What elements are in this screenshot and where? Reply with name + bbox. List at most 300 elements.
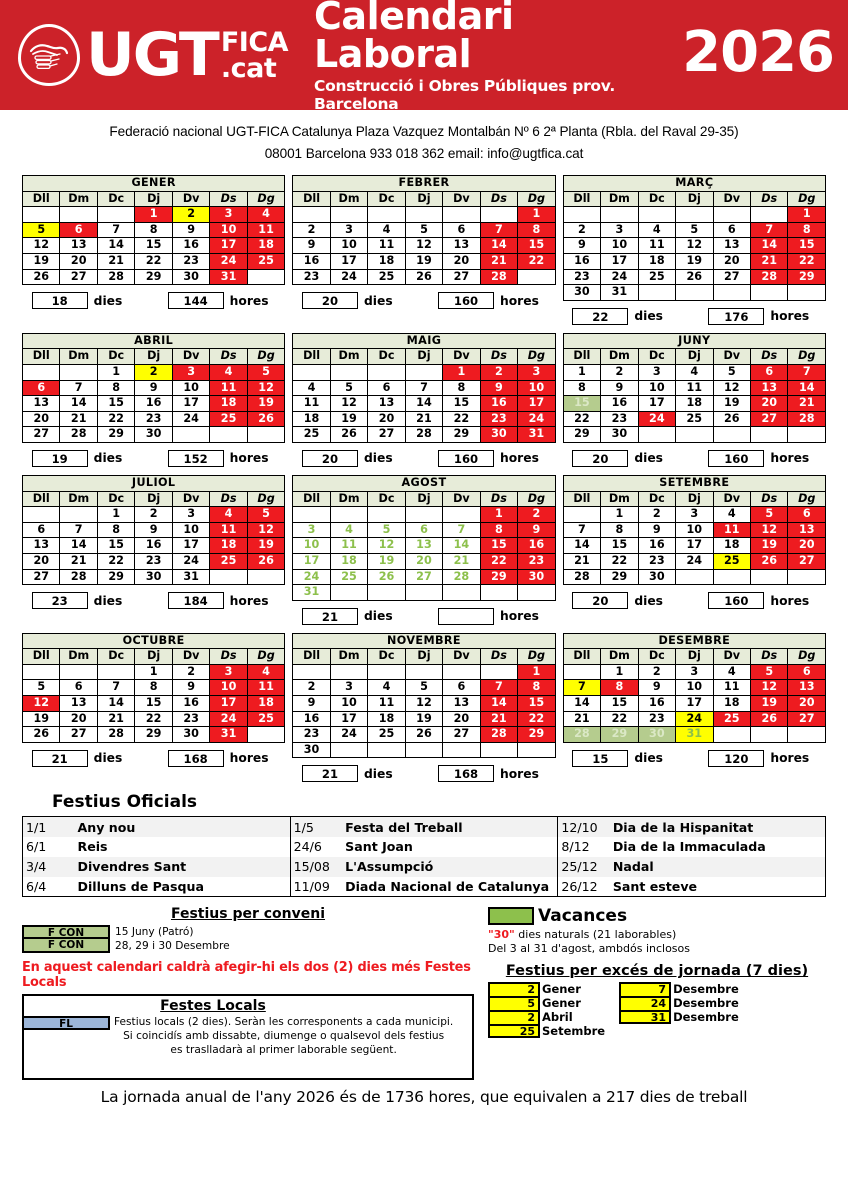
day-cell[interactable]: 3 xyxy=(330,680,367,696)
day-cell[interactable]: 23 xyxy=(638,553,675,569)
day-cell[interactable]: 7 xyxy=(405,380,442,396)
day-cell[interactable]: 18 xyxy=(713,538,750,554)
day-cell[interactable]: 12 xyxy=(751,680,788,696)
day-cell[interactable]: 7 xyxy=(97,222,134,238)
day-cell[interactable]: 23 xyxy=(293,727,330,743)
day-cell[interactable]: 7 xyxy=(443,522,480,538)
day-cell[interactable]: 7 xyxy=(60,522,97,538)
day-cell[interactable]: 1 xyxy=(135,664,172,680)
day-cell[interactable]: 12 xyxy=(405,696,442,712)
day-cell[interactable]: 7 xyxy=(480,222,517,238)
day-cell[interactable]: 29 xyxy=(443,427,480,443)
day-cell[interactable]: 8 xyxy=(518,680,556,696)
day-cell[interactable]: 27 xyxy=(405,569,442,585)
day-cell[interactable]: 6 xyxy=(713,222,750,238)
day-cell[interactable]: 27 xyxy=(443,727,480,743)
day-cell[interactable]: 15 xyxy=(480,538,517,554)
day-cell[interactable]: 21 xyxy=(443,553,480,569)
day-cell[interactable]: 13 xyxy=(713,238,750,254)
day-cell[interactable]: 27 xyxy=(23,427,60,443)
day-cell[interactable]: 10 xyxy=(601,238,638,254)
day-cell[interactable]: 10 xyxy=(293,538,330,554)
day-cell[interactable]: 28 xyxy=(563,727,600,743)
day-cell[interactable]: 18 xyxy=(330,553,367,569)
day-cell[interactable]: 20 xyxy=(60,711,97,727)
day-cell[interactable]: 17 xyxy=(518,396,556,412)
day-cell[interactable]: 13 xyxy=(443,696,480,712)
day-cell[interactable]: 8 xyxy=(97,522,134,538)
day-cell[interactable]: 2 xyxy=(172,207,209,223)
day-cell[interactable]: 14 xyxy=(60,396,97,412)
day-cell[interactable]: 19 xyxy=(23,711,60,727)
day-cell[interactable]: 24 xyxy=(210,254,247,270)
day-cell[interactable]: 17 xyxy=(330,711,367,727)
day-cell[interactable]: 27 xyxy=(713,269,750,285)
day-cell[interactable]: 3 xyxy=(172,507,209,523)
day-cell[interactable]: 25 xyxy=(676,411,713,427)
day-cell[interactable]: 4 xyxy=(247,207,285,223)
day-cell[interactable]: 25 xyxy=(713,711,750,727)
day-cell[interactable]: 1 xyxy=(480,507,517,523)
day-cell[interactable]: 15 xyxy=(97,538,134,554)
day-cell[interactable]: 29 xyxy=(601,727,638,743)
day-cell[interactable]: 24 xyxy=(676,553,713,569)
day-cell[interactable]: 25 xyxy=(247,711,285,727)
day-cell[interactable]: 1 xyxy=(601,507,638,523)
day-cell[interactable]: 18 xyxy=(210,396,247,412)
day-cell[interactable]: 10 xyxy=(330,238,367,254)
day-cell[interactable]: 11 xyxy=(713,522,750,538)
day-cell[interactable]: 16 xyxy=(518,538,556,554)
day-cell[interactable]: 31 xyxy=(210,269,247,285)
day-cell[interactable]: 2 xyxy=(518,507,556,523)
day-cell[interactable]: 23 xyxy=(518,553,556,569)
day-cell[interactable]: 16 xyxy=(293,254,330,270)
day-cell[interactable]: 9 xyxy=(563,238,600,254)
day-cell[interactable]: 1 xyxy=(518,207,556,223)
day-cell[interactable]: 27 xyxy=(788,553,826,569)
day-cell[interactable]: 30 xyxy=(638,727,675,743)
day-cell[interactable]: 3 xyxy=(638,364,675,380)
day-cell[interactable]: 24 xyxy=(172,553,209,569)
day-cell[interactable]: 12 xyxy=(330,396,367,412)
day-cell[interactable]: 2 xyxy=(601,364,638,380)
day-cell[interactable]: 1 xyxy=(563,364,600,380)
day-cell[interactable]: 22 xyxy=(480,553,517,569)
day-cell[interactable]: 2 xyxy=(135,507,172,523)
day-cell[interactable]: 22 xyxy=(97,553,134,569)
day-cell[interactable]: 26 xyxy=(751,553,788,569)
day-cell[interactable]: 23 xyxy=(480,411,517,427)
day-cell[interactable]: 18 xyxy=(638,254,675,270)
day-cell[interactable]: 22 xyxy=(135,254,172,270)
day-cell[interactable]: 11 xyxy=(368,696,405,712)
day-cell[interactable]: 29 xyxy=(563,427,600,443)
day-cell[interactable]: 4 xyxy=(676,364,713,380)
day-cell[interactable]: 2 xyxy=(480,364,517,380)
day-cell[interactable]: 17 xyxy=(601,254,638,270)
day-cell[interactable]: 28 xyxy=(97,269,134,285)
day-cell[interactable]: 8 xyxy=(601,522,638,538)
day-cell[interactable]: 21 xyxy=(97,254,134,270)
day-cell[interactable]: 10 xyxy=(638,380,675,396)
day-cell[interactable]: 1 xyxy=(97,507,134,523)
day-cell[interactable]: 20 xyxy=(713,254,750,270)
day-cell[interactable]: 29 xyxy=(135,269,172,285)
day-cell[interactable]: 19 xyxy=(713,396,750,412)
day-cell[interactable]: 20 xyxy=(788,538,826,554)
day-cell[interactable]: 8 xyxy=(135,680,172,696)
day-cell[interactable]: 6 xyxy=(23,522,60,538)
day-cell[interactable]: 26 xyxy=(676,269,713,285)
day-cell[interactable]: 23 xyxy=(563,269,600,285)
day-cell[interactable]: 19 xyxy=(405,711,442,727)
day-cell[interactable]: 11 xyxy=(713,680,750,696)
day-cell[interactable]: 13 xyxy=(23,396,60,412)
day-cell[interactable]: 25 xyxy=(713,553,750,569)
day-cell[interactable]: 21 xyxy=(480,711,517,727)
day-cell[interactable]: 22 xyxy=(135,711,172,727)
day-cell[interactable]: 25 xyxy=(293,427,330,443)
day-cell[interactable]: 3 xyxy=(676,507,713,523)
day-cell[interactable]: 13 xyxy=(788,522,826,538)
day-cell[interactable]: 5 xyxy=(330,380,367,396)
day-cell[interactable]: 25 xyxy=(210,553,247,569)
day-cell[interactable]: 14 xyxy=(60,538,97,554)
day-cell[interactable]: 1 xyxy=(788,207,826,223)
day-cell[interactable]: 3 xyxy=(172,364,209,380)
day-cell[interactable]: 30 xyxy=(601,427,638,443)
day-cell[interactable]: 6 xyxy=(443,222,480,238)
day-cell[interactable]: 23 xyxy=(638,711,675,727)
day-cell[interactable]: 30 xyxy=(518,569,556,585)
day-cell[interactable]: 10 xyxy=(172,522,209,538)
day-cell[interactable]: 12 xyxy=(713,380,750,396)
day-cell[interactable]: 10 xyxy=(210,680,247,696)
day-cell[interactable]: 31 xyxy=(172,569,209,585)
day-cell[interactable]: 26 xyxy=(23,727,60,743)
day-cell[interactable]: 14 xyxy=(405,396,442,412)
day-cell[interactable]: 5 xyxy=(247,364,285,380)
day-cell[interactable]: 21 xyxy=(60,411,97,427)
day-cell[interactable]: 28 xyxy=(60,569,97,585)
day-cell[interactable]: 22 xyxy=(601,711,638,727)
day-cell[interactable]: 29 xyxy=(518,727,556,743)
day-cell[interactable]: 19 xyxy=(330,411,367,427)
day-cell[interactable]: 11 xyxy=(247,222,285,238)
day-cell[interactable]: 6 xyxy=(751,364,788,380)
day-cell[interactable]: 8 xyxy=(518,222,556,238)
day-cell[interactable]: 31 xyxy=(676,727,713,743)
day-cell[interactable]: 26 xyxy=(247,411,285,427)
day-cell[interactable]: 7 xyxy=(788,364,826,380)
day-cell[interactable]: 10 xyxy=(676,522,713,538)
day-cell[interactable]: 23 xyxy=(172,711,209,727)
day-cell[interactable]: 5 xyxy=(751,507,788,523)
day-cell[interactable]: 8 xyxy=(480,522,517,538)
day-cell[interactable]: 30 xyxy=(480,427,517,443)
day-cell[interactable]: 21 xyxy=(751,254,788,270)
day-cell[interactable]: 24 xyxy=(330,727,367,743)
day-cell[interactable]: 29 xyxy=(97,569,134,585)
day-cell[interactable]: 4 xyxy=(330,522,367,538)
day-cell[interactable]: 3 xyxy=(293,522,330,538)
day-cell[interactable]: 5 xyxy=(23,680,60,696)
day-cell[interactable]: 29 xyxy=(135,727,172,743)
day-cell[interactable]: 30 xyxy=(172,727,209,743)
day-cell[interactable]: 18 xyxy=(210,538,247,554)
day-cell[interactable]: 21 xyxy=(788,396,826,412)
day-cell[interactable]: 19 xyxy=(676,254,713,270)
day-cell[interactable]: 21 xyxy=(480,254,517,270)
day-cell[interactable]: 5 xyxy=(405,222,442,238)
day-cell[interactable]: 22 xyxy=(518,254,556,270)
day-cell[interactable]: 20 xyxy=(405,553,442,569)
day-cell[interactable]: 31 xyxy=(518,427,556,443)
day-cell[interactable]: 18 xyxy=(368,711,405,727)
day-cell[interactable]: 30 xyxy=(172,269,209,285)
day-cell[interactable]: 30 xyxy=(638,569,675,585)
day-cell[interactable]: 5 xyxy=(368,522,405,538)
day-cell[interactable]: 7 xyxy=(563,522,600,538)
day-cell[interactable]: 27 xyxy=(60,727,97,743)
day-cell[interactable]: 11 xyxy=(368,238,405,254)
day-cell[interactable]: 8 xyxy=(135,222,172,238)
day-cell[interactable]: 10 xyxy=(330,696,367,712)
day-cell[interactable]: 22 xyxy=(97,411,134,427)
day-cell[interactable]: 14 xyxy=(563,696,600,712)
day-cell[interactable]: 20 xyxy=(751,396,788,412)
day-cell[interactable]: 6 xyxy=(60,680,97,696)
day-cell[interactable]: 22 xyxy=(518,711,556,727)
day-cell[interactable]: 7 xyxy=(563,680,600,696)
day-cell[interactable]: 7 xyxy=(480,680,517,696)
day-cell[interactable]: 16 xyxy=(638,696,675,712)
day-cell[interactable]: 8 xyxy=(97,380,134,396)
day-cell[interactable]: 3 xyxy=(676,664,713,680)
day-cell[interactable]: 31 xyxy=(210,727,247,743)
day-cell[interactable]: 21 xyxy=(405,411,442,427)
day-cell[interactable]: 26 xyxy=(23,269,60,285)
day-cell[interactable]: 25 xyxy=(210,411,247,427)
day-cell[interactable]: 1 xyxy=(518,664,556,680)
day-cell[interactable]: 9 xyxy=(172,680,209,696)
day-cell[interactable]: 18 xyxy=(247,238,285,254)
day-cell[interactable]: 9 xyxy=(480,380,517,396)
day-cell[interactable]: 20 xyxy=(788,696,826,712)
day-cell[interactable]: 14 xyxy=(443,538,480,554)
day-cell[interactable]: 26 xyxy=(247,553,285,569)
day-cell[interactable]: 18 xyxy=(368,254,405,270)
day-cell[interactable]: 3 xyxy=(330,222,367,238)
day-cell[interactable]: 27 xyxy=(60,269,97,285)
day-cell[interactable]: 15 xyxy=(601,538,638,554)
day-cell[interactable]: 6 xyxy=(788,507,826,523)
day-cell[interactable]: 5 xyxy=(247,507,285,523)
day-cell[interactable]: 11 xyxy=(210,522,247,538)
day-cell[interactable]: 24 xyxy=(518,411,556,427)
day-cell[interactable]: 11 xyxy=(330,538,367,554)
day-cell[interactable]: 21 xyxy=(563,711,600,727)
day-cell[interactable]: 29 xyxy=(601,569,638,585)
day-cell[interactable]: 28 xyxy=(480,269,517,285)
day-cell[interactable]: 15 xyxy=(135,238,172,254)
day-cell[interactable]: 26 xyxy=(713,411,750,427)
day-cell[interactable]: 2 xyxy=(172,664,209,680)
day-cell[interactable]: 14 xyxy=(751,238,788,254)
day-cell[interactable]: 1 xyxy=(443,364,480,380)
day-cell[interactable]: 14 xyxy=(480,696,517,712)
day-cell[interactable]: 3 xyxy=(210,664,247,680)
day-cell[interactable]: 24 xyxy=(601,269,638,285)
day-cell[interactable]: 22 xyxy=(443,411,480,427)
day-cell[interactable]: 2 xyxy=(563,222,600,238)
day-cell[interactable]: 16 xyxy=(172,696,209,712)
day-cell[interactable]: 19 xyxy=(23,254,60,270)
day-cell[interactable]: 2 xyxy=(293,680,330,696)
day-cell[interactable]: 14 xyxy=(97,238,134,254)
day-cell[interactable]: 15 xyxy=(518,238,556,254)
day-cell[interactable]: 7 xyxy=(97,680,134,696)
day-cell[interactable]: 24 xyxy=(210,711,247,727)
day-cell[interactable]: 16 xyxy=(563,254,600,270)
day-cell[interactable]: 7 xyxy=(751,222,788,238)
day-cell[interactable]: 16 xyxy=(638,538,675,554)
day-cell[interactable]: 23 xyxy=(135,553,172,569)
day-cell[interactable]: 10 xyxy=(518,380,556,396)
day-cell[interactable]: 15 xyxy=(601,696,638,712)
day-cell[interactable]: 1 xyxy=(135,207,172,223)
day-cell[interactable]: 20 xyxy=(443,254,480,270)
day-cell[interactable]: 28 xyxy=(788,411,826,427)
day-cell[interactable]: 12 xyxy=(23,696,60,712)
day-cell[interactable]: 6 xyxy=(788,664,826,680)
day-cell[interactable]: 20 xyxy=(23,411,60,427)
day-cell[interactable]: 26 xyxy=(405,727,442,743)
day-cell[interactable]: 6 xyxy=(443,680,480,696)
day-cell[interactable]: 16 xyxy=(135,396,172,412)
day-cell[interactable]: 28 xyxy=(480,727,517,743)
day-cell[interactable]: 31 xyxy=(293,585,330,601)
day-cell[interactable]: 22 xyxy=(601,553,638,569)
day-cell[interactable]: 4 xyxy=(368,680,405,696)
day-cell[interactable]: 23 xyxy=(601,411,638,427)
day-cell[interactable]: 13 xyxy=(23,538,60,554)
day-cell[interactable]: 8 xyxy=(788,222,826,238)
day-cell[interactable]: 4 xyxy=(293,380,330,396)
day-cell[interactable]: 21 xyxy=(563,553,600,569)
day-cell[interactable]: 25 xyxy=(638,269,675,285)
day-cell[interactable]: 17 xyxy=(210,696,247,712)
day-cell[interactable]: 12 xyxy=(751,522,788,538)
day-cell[interactable]: 24 xyxy=(330,269,367,285)
day-cell[interactable]: 15 xyxy=(788,238,826,254)
day-cell[interactable]: 30 xyxy=(135,569,172,585)
day-cell[interactable]: 24 xyxy=(638,411,675,427)
day-cell[interactable]: 18 xyxy=(247,696,285,712)
day-cell[interactable]: 16 xyxy=(480,396,517,412)
day-cell[interactable]: 6 xyxy=(60,222,97,238)
day-cell[interactable]: 13 xyxy=(443,238,480,254)
day-cell[interactable]: 12 xyxy=(676,238,713,254)
day-cell[interactable]: 15 xyxy=(563,396,600,412)
day-cell[interactable]: 9 xyxy=(601,380,638,396)
day-cell[interactable]: 2 xyxy=(135,364,172,380)
day-cell[interactable]: 28 xyxy=(563,569,600,585)
day-cell[interactable]: 17 xyxy=(330,254,367,270)
day-cell[interactable]: 29 xyxy=(788,269,826,285)
day-cell[interactable]: 17 xyxy=(676,696,713,712)
day-cell[interactable]: 19 xyxy=(405,254,442,270)
day-cell[interactable]: 4 xyxy=(713,507,750,523)
day-cell[interactable]: 15 xyxy=(518,696,556,712)
day-cell[interactable]: 25 xyxy=(368,727,405,743)
day-cell[interactable]: 9 xyxy=(172,222,209,238)
day-cell[interactable]: 1 xyxy=(601,664,638,680)
day-cell[interactable]: 2 xyxy=(638,507,675,523)
day-cell[interactable]: 23 xyxy=(293,269,330,285)
day-cell[interactable]: 20 xyxy=(368,411,405,427)
day-cell[interactable]: 14 xyxy=(788,380,826,396)
day-cell[interactable]: 13 xyxy=(368,396,405,412)
day-cell[interactable]: 20 xyxy=(60,254,97,270)
day-cell[interactable]: 27 xyxy=(368,427,405,443)
day-cell[interactable]: 27 xyxy=(788,711,826,727)
day-cell[interactable]: 30 xyxy=(563,285,600,301)
day-cell[interactable]: 9 xyxy=(135,380,172,396)
day-cell[interactable]: 12 xyxy=(247,380,285,396)
day-cell[interactable]: 6 xyxy=(23,380,60,396)
day-cell[interactable]: 4 xyxy=(713,664,750,680)
day-cell[interactable]: 20 xyxy=(443,711,480,727)
day-cell[interactable]: 6 xyxy=(368,380,405,396)
day-cell[interactable]: 15 xyxy=(443,396,480,412)
day-cell[interactable]: 27 xyxy=(751,411,788,427)
day-cell[interactable]: 11 xyxy=(638,238,675,254)
day-cell[interactable]: 26 xyxy=(368,569,405,585)
day-cell[interactable]: 19 xyxy=(751,696,788,712)
day-cell[interactable]: 20 xyxy=(23,553,60,569)
day-cell[interactable]: 14 xyxy=(97,696,134,712)
day-cell[interactable]: 8 xyxy=(601,680,638,696)
day-cell[interactable]: 28 xyxy=(97,727,134,743)
day-cell[interactable]: 7 xyxy=(60,380,97,396)
day-cell[interactable]: 12 xyxy=(368,538,405,554)
day-cell[interactable]: 28 xyxy=(60,427,97,443)
day-cell[interactable]: 29 xyxy=(480,569,517,585)
day-cell[interactable]: 26 xyxy=(751,711,788,727)
day-cell[interactable]: 4 xyxy=(638,222,675,238)
day-cell[interactable]: 15 xyxy=(97,396,134,412)
day-cell[interactable]: 10 xyxy=(172,380,209,396)
day-cell[interactable]: 11 xyxy=(247,680,285,696)
day-cell[interactable]: 26 xyxy=(330,427,367,443)
day-cell[interactable]: 24 xyxy=(676,711,713,727)
day-cell[interactable]: 5 xyxy=(676,222,713,238)
day-cell[interactable]: 28 xyxy=(751,269,788,285)
day-cell[interactable]: 13 xyxy=(60,696,97,712)
day-cell[interactable]: 12 xyxy=(405,238,442,254)
day-cell[interactable]: 17 xyxy=(293,553,330,569)
day-cell[interactable]: 27 xyxy=(443,269,480,285)
day-cell[interactable]: 9 xyxy=(135,522,172,538)
day-cell[interactable]: 23 xyxy=(172,254,209,270)
day-cell[interactable]: 22 xyxy=(563,411,600,427)
day-cell[interactable]: 13 xyxy=(60,238,97,254)
day-cell[interactable]: 16 xyxy=(601,396,638,412)
day-cell[interactable]: 16 xyxy=(172,238,209,254)
day-cell[interactable]: 2 xyxy=(293,222,330,238)
